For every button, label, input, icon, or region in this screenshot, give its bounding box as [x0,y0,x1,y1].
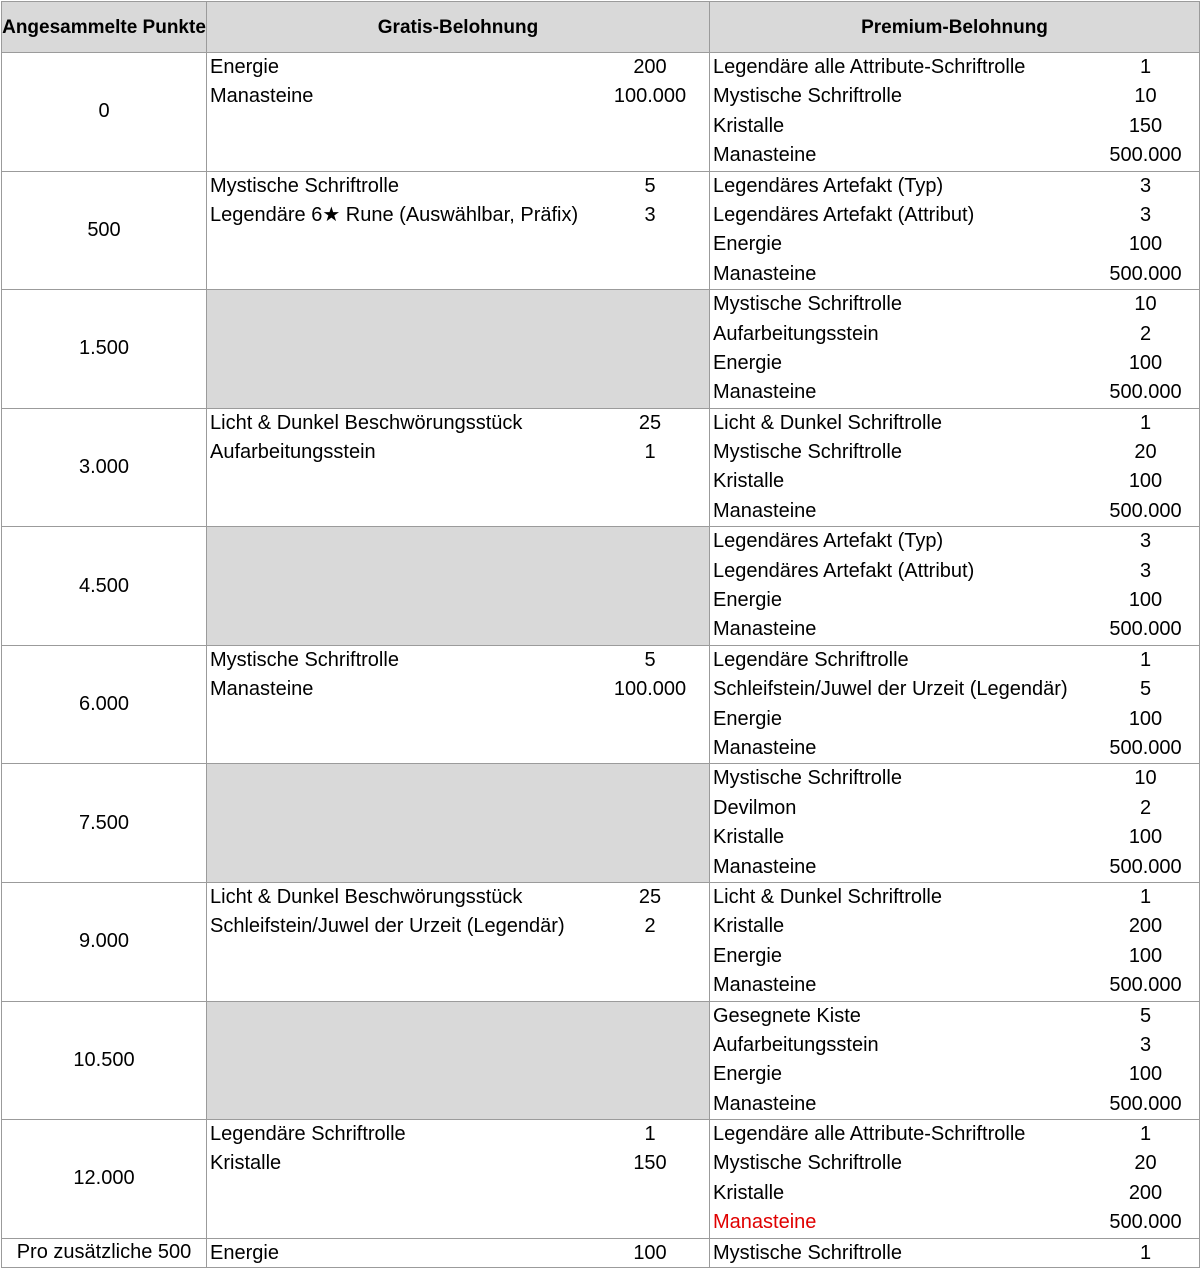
reward-line [710,527,1199,556]
tier-row [2,764,1200,883]
reward-name: Devilmon [713,796,797,819]
reward-name: Manasteine [713,1211,817,1234]
reward-quantity: 1 [1139,885,1152,908]
free-reward-cell [207,527,710,646]
tier-points: 3.000 [2,408,207,527]
reward-quantity: 3 [644,203,656,226]
reward-name: Mystische Schriftrolle [210,648,399,671]
reward-name: Kristalle [210,1152,282,1175]
reward-quantity: 500.000 [1109,736,1182,759]
reward-line [710,172,1199,201]
reward-name: Licht & Dunkel Beschwörungsstück [210,885,523,908]
reward-quantity: 200 [633,56,667,78]
reward-quantity: 100 [1128,1063,1163,1086]
reward-line [710,497,1199,526]
reward-name: Aufarbeitungsstein [713,1033,879,1056]
reward-line [207,53,709,82]
reward-name: Licht & Dunkel Schriftrolle [713,885,942,908]
reward-quantity: 5 [1139,1004,1152,1027]
reward-line [710,201,1199,230]
reward-line [207,646,709,675]
reward-line [710,1031,1199,1060]
reward-name: Kristalle [713,470,785,493]
reward-quantity: 100 [1128,589,1163,612]
reward-quantity: 500.000 [1109,1211,1182,1234]
reward-line [710,349,1199,378]
reward-name: Legendäres Artefakt (Attribut) [713,203,975,226]
reward-line [710,230,1199,259]
reward-name: Manasteine [713,499,817,522]
reward-line [710,646,1199,675]
reward-quantity: 1 [644,441,656,464]
premium-reward-cell [710,764,1200,883]
reward-line [710,557,1199,586]
reward-quantity: 3 [1139,174,1152,197]
reward-line [710,734,1199,763]
reward-name: Mystische Schriftrolle [210,174,399,197]
reward-quantity: 10 [1134,85,1157,108]
reward-quantity: 3 [1139,203,1152,226]
header-free: Gratis-Belohnung [207,2,710,53]
reward-name: Kristalle [713,1181,785,1204]
reward-name: Mystische Schriftrolle [713,1241,902,1264]
reward-name: Energie [210,1241,279,1264]
tier-row [2,1120,1200,1239]
free-reward-cell [207,1001,710,1120]
reward-line [710,675,1199,704]
reward-quantity: 500.000 [1109,144,1182,167]
reward-quantity: 500.000 [1109,381,1182,404]
reward-name: Gesegnete Kiste [713,1004,861,1027]
reward-name: Manasteine [713,262,817,285]
tier-points: 1.500 [2,290,207,409]
reward-name: Schleifstein/Juwel der Urzeit (Legendär) [210,915,565,938]
reward-line [710,942,1199,971]
reward-quantity: 150 [1128,114,1163,137]
reward-line [207,675,709,704]
reward-name: Legendäres Artefakt (Typ) [713,530,944,553]
extra-points: Pro zusätzliche 500 [2,1238,207,1267]
reward-line [710,141,1199,170]
reward-quantity: 500.000 [1109,499,1182,522]
reward-quantity: 500.000 [1109,855,1182,878]
reward-quantity: 500.000 [1109,262,1182,285]
reward-line [207,409,709,438]
reward-line [710,1060,1199,1089]
reward-line [207,201,709,230]
reward-quantity: 500.000 [1109,1092,1182,1115]
reward-name: Energie [713,707,782,730]
reward-name: Legendäres Artefakt (Typ) [713,174,944,197]
reward-line [207,438,709,467]
reward-quantity: 100.000 [613,85,687,108]
reward-line [710,1120,1199,1149]
reward-quantity: 10 [1134,293,1157,316]
premium-reward-cell [710,53,1200,172]
reward-line [710,912,1199,941]
reward-quantity: 100 [1128,470,1163,493]
reward-name: Kristalle [713,114,785,137]
reward-line [710,883,1199,912]
tier-points: 7.500 [2,764,207,883]
reward-quantity: 3 [1139,530,1152,553]
free-reward-cell [207,764,710,883]
premium-reward-cell [710,171,1200,290]
reward-quantity: 100 [1128,233,1163,256]
reward-name: Legendäre Schriftrolle [713,648,909,671]
reward-name: Legendäre 6★ Rune (Auswählbar, Präfix) [210,203,579,226]
tier-row [2,527,1200,646]
reward-line [710,438,1199,467]
reward-quantity: 3 [1139,559,1152,582]
reward-quantity: 25 [638,411,662,434]
reward-name: Aufarbeitungsstein [210,441,376,464]
reward-line [710,320,1199,349]
reward-name: Legendäre Schriftrolle [210,1123,406,1146]
reward-line [710,764,1199,793]
reward-quantity: 500.000 [1109,618,1182,641]
reward-name: Manasteine [713,974,817,997]
reward-line [710,112,1199,141]
reward-line [207,82,709,111]
reward-name: Kristalle [713,826,785,849]
reward-quantity: 2 [644,915,656,938]
reward-quantity: 5 [644,174,656,197]
reward-name: Energie [713,233,782,256]
reward-quantity: 100 [1128,944,1163,967]
reward-line [710,823,1199,852]
table-body [2,53,1200,1268]
tier-points: 9.000 [2,882,207,1001]
reward-name: Energie [713,589,782,612]
reward-quantity: 200 [1128,1181,1163,1204]
reward-name: Manasteine [713,736,817,759]
reward-line [710,1208,1199,1237]
reward-quantity: 10 [1134,767,1157,790]
reward-name: Kristalle [713,915,785,938]
tier-row [2,290,1200,409]
reward-line [207,912,709,941]
reward-line [710,82,1199,111]
reward-line [207,883,709,912]
reward-line [710,853,1199,882]
reward-quantity: 5 [1139,678,1152,701]
reward-quantity: 2 [1139,796,1152,819]
reward-name: Schleifstein/Juwel der Urzeit (Legendär) [713,678,1068,701]
reward-line [710,1149,1199,1178]
reward-line [710,1090,1199,1119]
reward-line [207,1149,709,1178]
reward-line [710,1002,1199,1031]
reward-line [710,290,1199,319]
reward-quantity: 2 [1139,322,1152,345]
reward-quantity: 100 [1128,707,1163,730]
reward-name: Aufarbeitungsstein [713,322,879,345]
reward-quantity: 100 [1128,351,1163,374]
reward-quantity: 100 [633,1241,667,1264]
reward-name: Manasteine [713,144,817,167]
reward-name: Manasteine [210,85,314,108]
tier-row [2,53,1200,172]
reward-name: Manasteine [713,1092,817,1115]
reward-quantity: 100 [1128,826,1163,849]
reward-name: Licht & Dunkel Schriftrolle [713,411,942,434]
reward-quantity: 20 [1134,441,1157,464]
premium-reward-cell [710,1001,1200,1120]
premium-reward-cell [710,1120,1200,1239]
reward-quantity: 1 [1139,411,1152,434]
tier-row [2,882,1200,1001]
reward-line [207,1239,709,1267]
reward-name: Manasteine [210,678,314,701]
reward-quantity: 3 [1139,1033,1152,1056]
premium-reward-cell [710,408,1200,527]
reward-line [710,705,1199,734]
tier-row [2,645,1200,764]
reward-name: Energie [713,1063,782,1086]
reward-quantity: 1 [1139,56,1152,78]
reward-line [710,53,1199,82]
reward-name: Legendäre alle Attribute-Schriftrolle [713,1123,1026,1146]
reward-name: Energie [210,56,279,78]
header-points: Angesammelte Punkte [2,2,207,53]
tier-points: 10.500 [2,1001,207,1120]
header-row [2,2,1200,53]
reward-name: Manasteine [713,618,817,641]
reward-line [710,615,1199,644]
reward-line [710,1179,1199,1208]
header-premium: Premium-Belohnung [710,2,1200,53]
reward-name: Manasteine [713,855,817,878]
free-reward-cell [207,290,710,409]
reward-quantity: 5 [644,648,656,671]
tier-points: 6.000 [2,645,207,764]
premium-reward-cell [710,290,1200,409]
reward-name: Mystische Schriftrolle [713,293,902,316]
free-reward-cell [207,408,710,527]
reward-quantity: 200 [1128,915,1163,938]
reward-quantity: 1 [1139,1241,1152,1264]
premium-reward-cell [710,527,1200,646]
reward-quantity: 20 [1134,1152,1157,1175]
reward-quantity: 25 [638,885,662,908]
reward-name: Legendäres Artefakt (Attribut) [713,559,975,582]
rewards-table [1,1,1200,1268]
reward-name: Energie [713,944,782,967]
tier-row [2,171,1200,290]
reward-line [710,409,1199,438]
tier-points: 4.500 [2,527,207,646]
reward-line [710,378,1199,407]
reward-name: Mystische Schriftrolle [713,1152,902,1175]
tier-points: 12.000 [2,1120,207,1239]
reward-name: Mystische Schriftrolle [713,441,902,464]
reward-quantity: 1 [644,1123,656,1146]
tier-row [2,408,1200,527]
tier-row [2,1001,1200,1120]
reward-line [710,794,1199,823]
reward-name: Energie [713,351,782,374]
free-reward-cell [207,1120,710,1239]
reward-name: Manasteine [713,381,817,404]
reward-line [710,1239,1199,1267]
reward-quantity: 1 [1139,1123,1152,1146]
reward-name: Mystische Schriftrolle [713,767,902,790]
reward-name: Licht & Dunkel Beschwörungsstück [210,411,523,434]
tier-points: 0 [2,53,207,172]
tier-points: 500 [2,171,207,290]
reward-quantity: 150 [633,1152,667,1175]
reward-name: Mystische Schriftrolle [713,85,902,108]
reward-line [710,260,1199,289]
reward-quantity: 1 [1139,648,1152,671]
reward-line [207,1120,709,1149]
free-reward-cell [207,53,710,172]
reward-line [710,467,1199,496]
free-reward-cell [207,171,710,290]
reward-quantity: 100.000 [613,678,687,701]
premium-reward-cell [710,645,1200,764]
premium-reward-cell [710,882,1200,1001]
reward-quantity: 500.000 [1109,974,1182,997]
free-reward-cell [207,645,710,764]
reward-line [207,172,709,201]
free-reward-cell [207,882,710,1001]
reward-line [710,586,1199,615]
reward-line [710,971,1199,1000]
reward-name: Legendäre alle Attribute-Schriftrolle [713,56,1026,78]
